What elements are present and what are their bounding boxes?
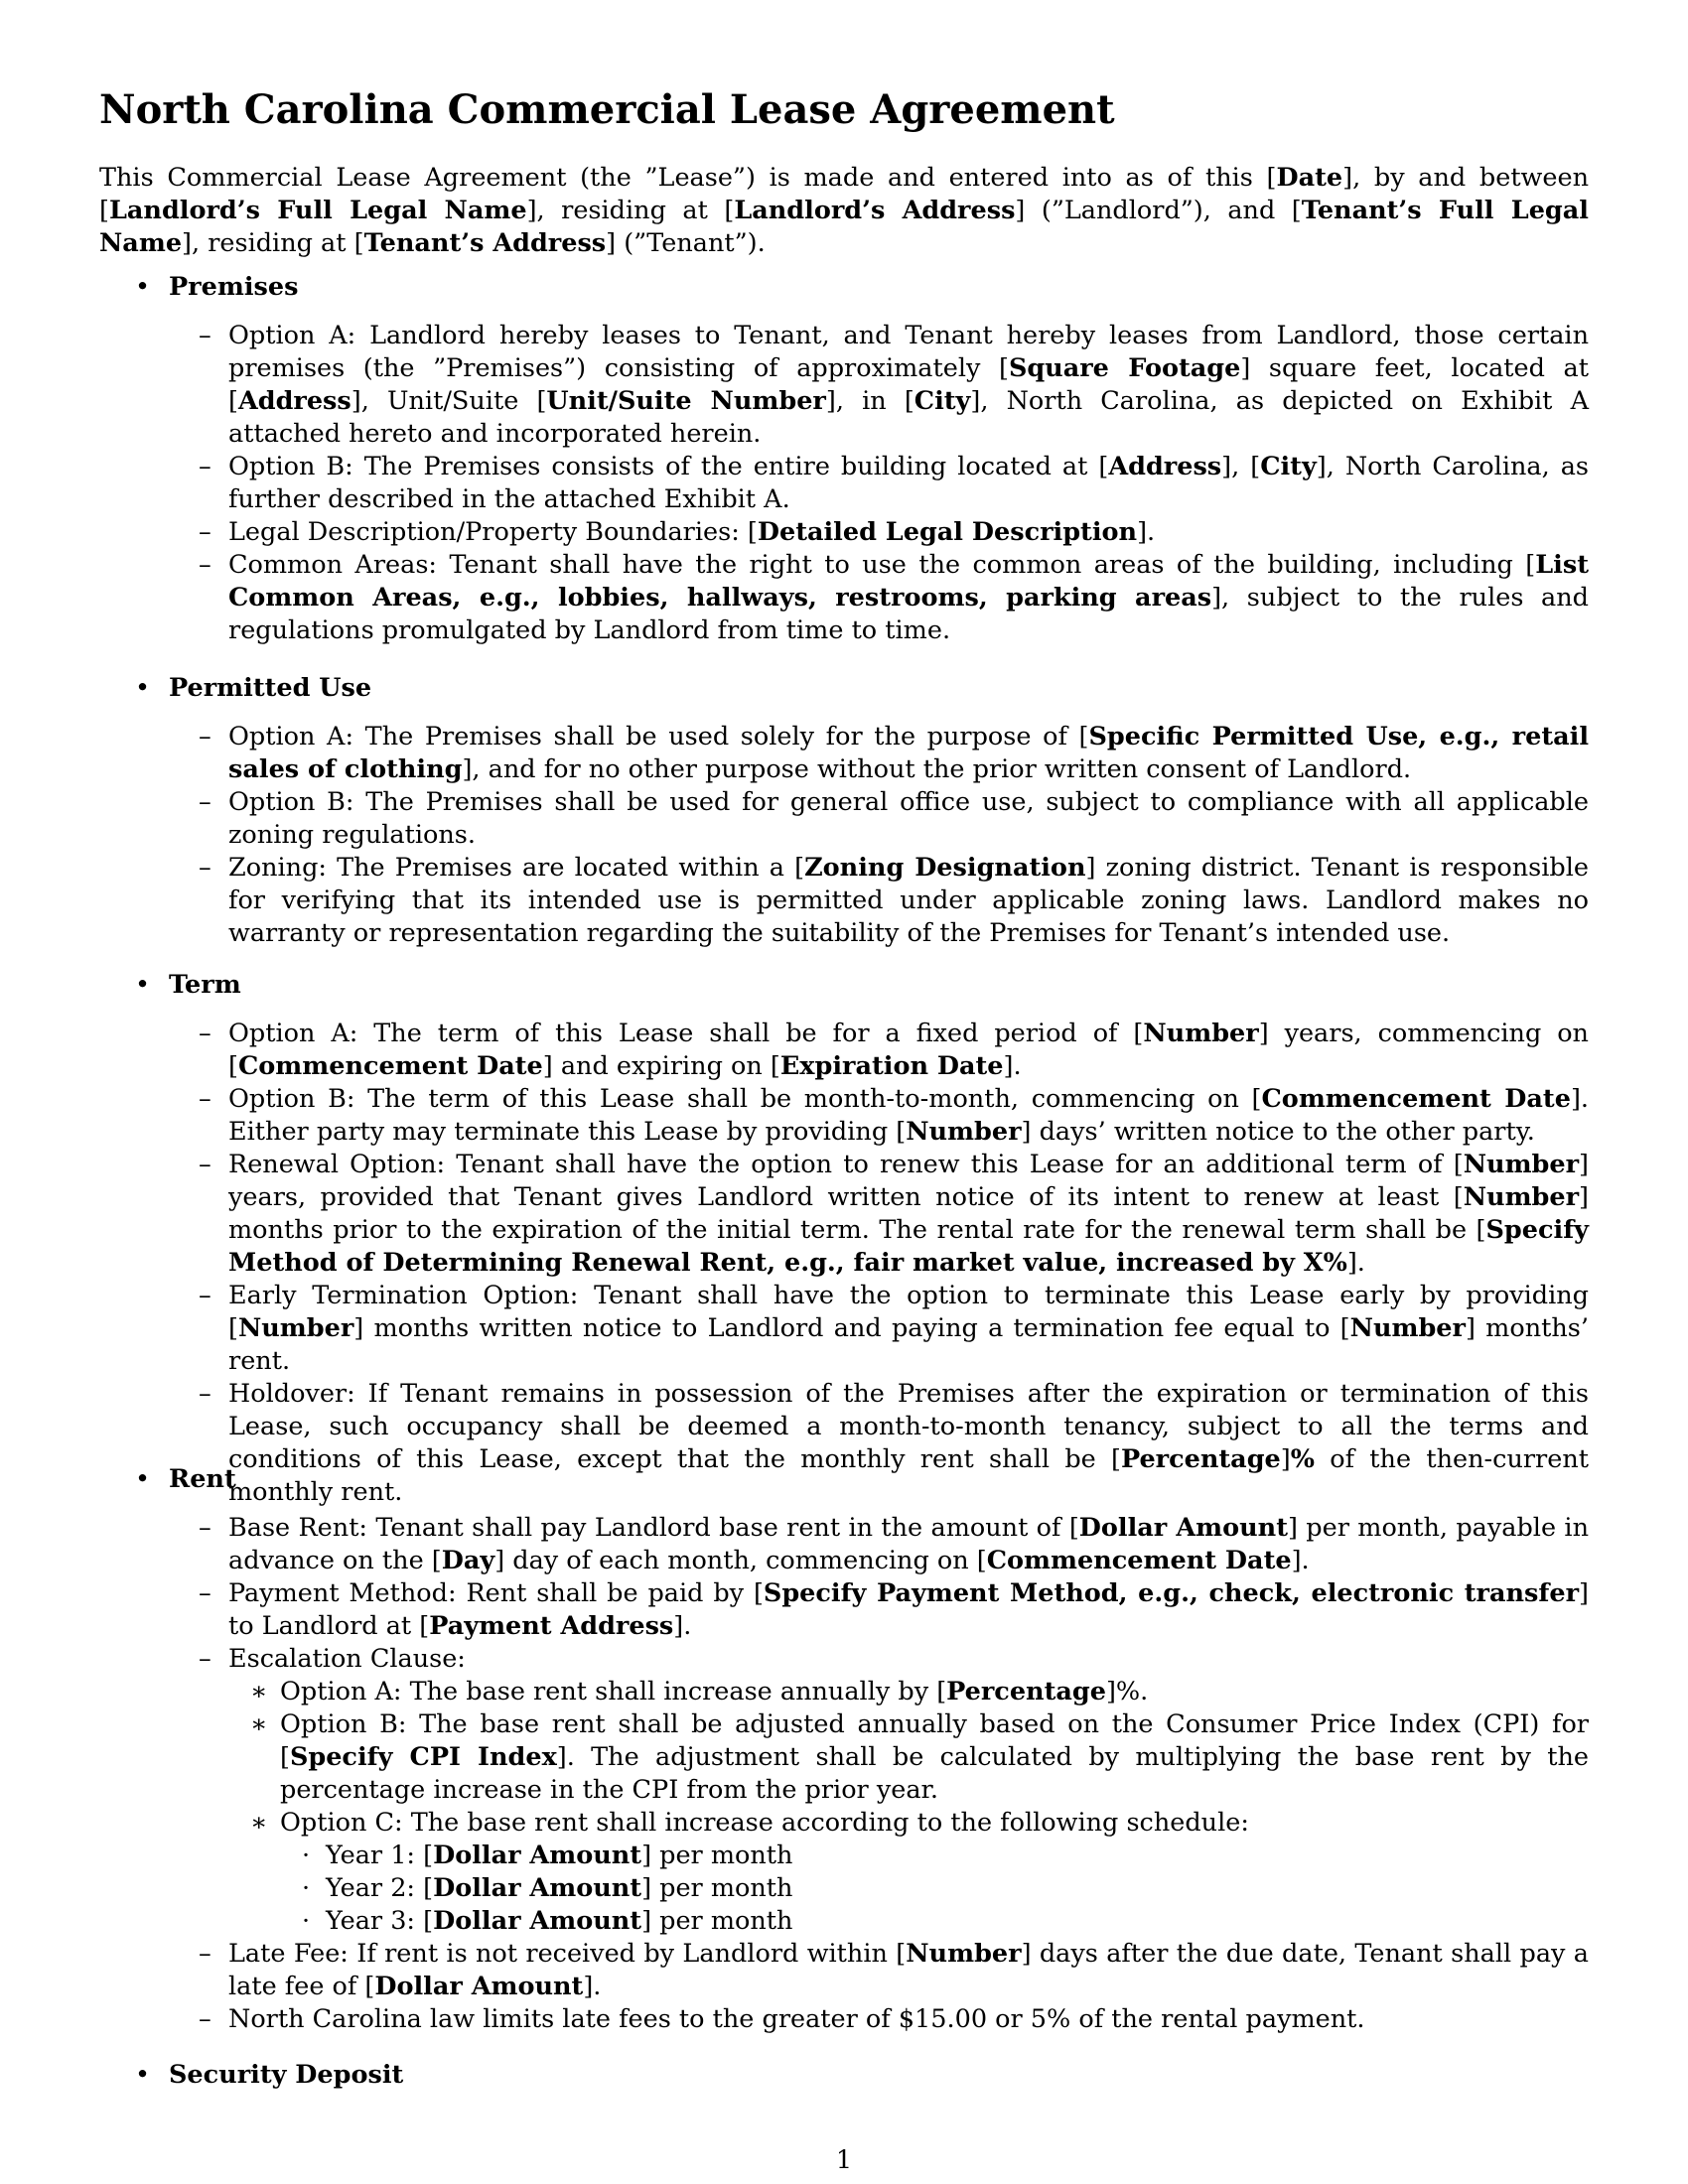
placeholder-field: Day	[441, 1546, 495, 1575]
section-heading	[99, 969, 1589, 1002]
list-item	[250, 1807, 1589, 1938]
placeholder-field: Percentage	[1120, 1444, 1281, 1474]
list-item-text: Option B: The base rent shall be adjusted annually based on the Consumer Price Index (CPI) for [Specify CPI Index]. The adjustment shall be calculated by multiplying the base rent by the percentage increase in the CPI from the prior year.	[280, 1709, 1589, 1805]
placeholder-field: List Common Areas, e.g., lobbies, hallways, restrooms, parking areas	[228, 550, 1589, 613]
section-premises	[99, 271, 1589, 647]
dash-icon: –	[199, 1150, 211, 1179]
list-item-text: Early Termination Option: Tenant shall have the option to terminate this Lease early by providing [Number] months written notice to Landlord and paying a termination fee equal to [Number] months’ rent.	[228, 1281, 1589, 1376]
list-item-text: Common Areas: Tenant shall have the right to use the common areas of the building, including [List Common Areas, e.g., lobbies, hallways, restrooms, parking areas], subject to the rules and regulations promulgated by Landlord from time to time.	[228, 550, 1589, 645]
placeholder-field: City	[914, 386, 971, 416]
placeholder-field: Expiration Date	[779, 1051, 1004, 1081]
list-item-text: Renewal Option: Tenant shall have the option to renew this Lease for an additional term of [Number] years, provided that Tenant gives Landlord written notice of its intent to renew at least [Number] months prior to the expiration of the initial term. The rental rate for the renewal term shall be [Specify Method of Determining Renewal Rent, e.g., fair market value, increased by X%].	[228, 1150, 1589, 1278]
dash-icon: –	[199, 787, 211, 817]
bullet-icon: •	[135, 1464, 151, 1494]
list-item-text: North Carolina law limits late fees to the greater of $15.00 or 5% of the rental payment.	[228, 2004, 1365, 2034]
list-item	[250, 1676, 1589, 1708]
placeholder-field: Percentage	[946, 1677, 1106, 1706]
list-item-text: Option A: The base rent shall increase annually by [Percentage]%.	[280, 1677, 1149, 1706]
list-item-text: Payment Method: Rent shall be paid by [Specify Payment Method, e.g., check, electronic transfer] to Landlord at [Payment Address].	[228, 1578, 1589, 1641]
list-item-text: Escalation Clause:	[228, 1644, 466, 1674]
list-item-text: Zoning: The Premises are located within a [Zoning Designation] zoning district. Tenant is responsible for verifying that its intended use is permitted under applicable zoning laws. Landlord makes no warranty or representation regarding the suitability of the Premises for Tenant’s intended use.	[228, 853, 1589, 948]
placeholder-field: Unit/Suite Number	[546, 386, 826, 416]
list-item-text: Base Rent: Tenant shall pay Landlord base rent in the amount of [Dollar Amount] per month, payable in advance on the [Day] day of each month, commencing on [Commencement Date].	[228, 1513, 1589, 1575]
schedule-year: Year 3:	[326, 1906, 416, 1936]
dash-icon: –	[199, 1084, 211, 1114]
placeholder-field: Tenant’s Full Legal Name	[99, 196, 1589, 258]
section-heading	[99, 2059, 1589, 2092]
section-heading	[99, 672, 1589, 705]
section-heading	[99, 271, 1589, 304]
dash-icon: –	[199, 550, 211, 580]
schedule-year: Year 1:	[326, 1841, 416, 1870]
placeholder-field: Specify Payment Method, e.g., check, electronic transfer	[763, 1578, 1580, 1608]
dot-icon: ·	[302, 1841, 311, 1870]
section-heading-label: Permitted Use	[169, 673, 372, 703]
dash-icon: –	[199, 1644, 211, 1674]
dash-icon: –	[199, 1513, 211, 1543]
dot-icon: ·	[302, 1906, 311, 1936]
placeholder-field: Commencement Date	[237, 1051, 543, 1081]
dash-icon: –	[199, 1281, 211, 1310]
list-item-text: Option B: The term of this Lease shall be month-to-month, commencing on [Commencement Date]. Either party may terminate this Lease by providing [Number] days’ written notice to the other party.	[228, 1084, 1589, 1147]
list-item	[199, 1018, 1589, 1083]
list-item	[199, 786, 1589, 852]
rent-schedule-list	[280, 1840, 1589, 1938]
placeholder-field: Address	[237, 386, 352, 416]
placeholder-field: Specific Permitted Use, e.g., retail sales of clothing	[228, 722, 1590, 784]
schedule-suffix: ] per month	[641, 1841, 793, 1870]
dash-icon: –	[199, 517, 211, 547]
placeholder-field: Zoning Designation	[804, 853, 1086, 883]
dash-icon: –	[199, 1019, 211, 1048]
placeholder-field: Specify Method of Determining Renewal Rent, e.g., fair market value, increased by X%	[228, 1215, 1589, 1278]
bullet-icon: •	[135, 673, 151, 703]
section-heading-label: Term	[169, 970, 241, 1000]
premises-list	[99, 320, 1589, 647]
placeholder-field: Number	[906, 1939, 1022, 1969]
placeholder-field: City	[1260, 452, 1317, 481]
placeholder-field: Number	[1143, 1019, 1259, 1048]
dash-icon: –	[199, 2004, 211, 2034]
placeholder-field: Number	[1463, 1150, 1580, 1179]
placeholder-field: Number	[906, 1117, 1022, 1147]
section-security-deposit	[99, 2059, 1589, 2092]
placeholder-field: Number	[237, 1313, 354, 1343]
list-item-text: Option A: Landlord hereby leases to Tenant, and Tenant hereby leases from Landlord, those certain premises (the ”Premises”) consisting of approximately [Square Footage] square feet, located at [Address], Unit/Suite [Unit/Suite Number], in [City], North Carolina, as depicted on Exhibit A attached hereto and incorporated herein.	[228, 321, 1590, 449]
list-item	[199, 320, 1590, 451]
list-item	[199, 1643, 1589, 1938]
asterisk-icon: ∗	[250, 1677, 268, 1706]
placeholder-field: Commencement Date	[986, 1546, 1292, 1575]
schedule-item: · Year 2: [Dollar Amount] per month	[302, 1873, 793, 1903]
list-item	[199, 721, 1590, 786]
list-item-text: Late Fee: If rent is not received by Landlord within [Number] days after the due date, Tenant shall pay a late fee of [Dollar Amount].	[228, 1939, 1589, 2001]
dash-icon: –	[199, 321, 211, 350]
list-item	[199, 516, 1589, 549]
page-number: 1	[835, 2145, 853, 2175]
section-heading-label: Security Deposit	[169, 2060, 404, 2090]
list-item	[199, 1512, 1589, 1577]
placeholder-field: Date	[1276, 163, 1343, 193]
bullet-icon: •	[135, 272, 151, 302]
list-item	[199, 1083, 1589, 1149]
dash-icon: –	[199, 1939, 211, 1969]
list-item	[199, 1280, 1589, 1378]
asterisk-icon: ∗	[250, 1808, 268, 1838]
section-heading-label: Premises	[169, 272, 299, 302]
schedule-amount: Dollar Amount	[433, 1841, 642, 1870]
list-item-text: Option B: The Premises consists of the entire building located at [Address], [City], North Carolina, as further described in the attached Exhibit A.	[228, 452, 1590, 514]
list-item	[199, 1149, 1589, 1280]
list-item	[199, 549, 1589, 647]
placeholder-field: Number	[1349, 1313, 1466, 1343]
schedule-year: Year 2:	[326, 1873, 416, 1903]
page-title: North Carolina Commercial Lease Agreement	[99, 86, 1115, 133]
bullet-icon: •	[135, 970, 151, 1000]
placeholder-field: Payment Address	[429, 1611, 674, 1641]
section-term	[99, 969, 1589, 1509]
placeholder-field: Landlord’s Full Legal Name	[108, 196, 527, 225]
schedule-item: · Year 3: [Dollar Amount] per month	[302, 1906, 793, 1936]
placeholder-field: Dollar Amount	[1078, 1513, 1288, 1543]
list-item	[199, 852, 1589, 950]
list-item	[250, 1708, 1589, 1807]
dash-icon: –	[199, 853, 211, 883]
schedule-suffix: ] per month	[641, 1873, 793, 1903]
placeholder-field: Dollar Amount	[374, 1972, 584, 2001]
list-item	[199, 1938, 1589, 2003]
dash-icon: –	[199, 1578, 211, 1608]
schedule-item: · Year 1: [Dollar Amount] per month	[302, 1841, 793, 1870]
permitted-use-list	[99, 721, 1589, 950]
schedule-suffix: ] per month	[641, 1906, 793, 1936]
section-heading-label: Rent	[169, 1464, 236, 1494]
list-item-text: Option C: The base rent shall increase according to the following schedule:	[280, 1808, 1249, 1838]
schedule-amount: Dollar Amount	[433, 1873, 642, 1903]
placeholder-field: Number	[1463, 1182, 1580, 1212]
placeholder-field: Tenant’s Address	[363, 228, 607, 258]
asterisk-icon: ∗	[250, 1709, 268, 1739]
dash-icon: –	[199, 452, 211, 481]
dash-icon: –	[199, 722, 211, 751]
list-item	[199, 2003, 1589, 2036]
list-item-text: Option A: The term of this Lease shall be for a fixed period of [Number] years, commencing on [Commencement Date] and expiring on [Expiration Date].	[228, 1019, 1589, 1081]
placeholder-field: Square Footage	[1008, 353, 1241, 383]
dash-icon: –	[199, 1379, 211, 1409]
list-item	[199, 451, 1590, 516]
section-rent	[99, 1463, 1589, 2036]
list-item-text: Option A: The Premises shall be used solely for the purpose of [Specific Permitted Use, e.g., retail sales of clothing], and for no other purpose without the prior written consent of Landlord.	[228, 722, 1590, 784]
placeholder-field: Commencement Date	[1261, 1084, 1571, 1114]
intro-paragraph: This Commercial Lease Agreement (the ”Lease”) is made and entered into as of this [Date], by and between [Landlord’s Full Legal Name], residing at [Landlord’s Address] (”Landlord”), and [Tenant’s Full Legal Name], residing at [Tenant’s Address] (”Tenant”).	[99, 163, 1589, 258]
list-item-text: Holdover: If Tenant remains in possession of the Premises after the expiration or termination of this Lease, such occupancy shall be deemed a month-to-month tenancy, subject to all the terms and conditions of this Lease, except that the monthly rent shall be [Percentage]% of the then-current monthly rent.	[228, 1379, 1590, 1507]
list-item	[199, 1577, 1589, 1643]
placeholder-field: %	[1290, 1444, 1315, 1474]
list-item-text: Option B: The Premises shall be used for general office use, subject to compliance with all applicable zoning regulations.	[228, 787, 1589, 850]
section-heading	[99, 1463, 1589, 1496]
bullet-icon: •	[135, 2060, 151, 2090]
escalation-options-list	[228, 1676, 1589, 1938]
section-permitted-use	[99, 672, 1589, 950]
list-item-text: Legal Description/Property Boundaries: [Detailed Legal Description].	[228, 517, 1156, 547]
dot-icon: ·	[302, 1873, 311, 1903]
placeholder-field: Address	[1108, 452, 1222, 481]
schedule-amount: Dollar Amount	[433, 1906, 642, 1936]
rent-list	[99, 1512, 1589, 2036]
placeholder-field: Landlord’s Address	[734, 196, 1016, 225]
placeholder-field: Detailed Legal Description	[757, 517, 1138, 547]
placeholder-field: Specify CPI Index	[289, 1742, 557, 1772]
term-list	[99, 1018, 1589, 1509]
